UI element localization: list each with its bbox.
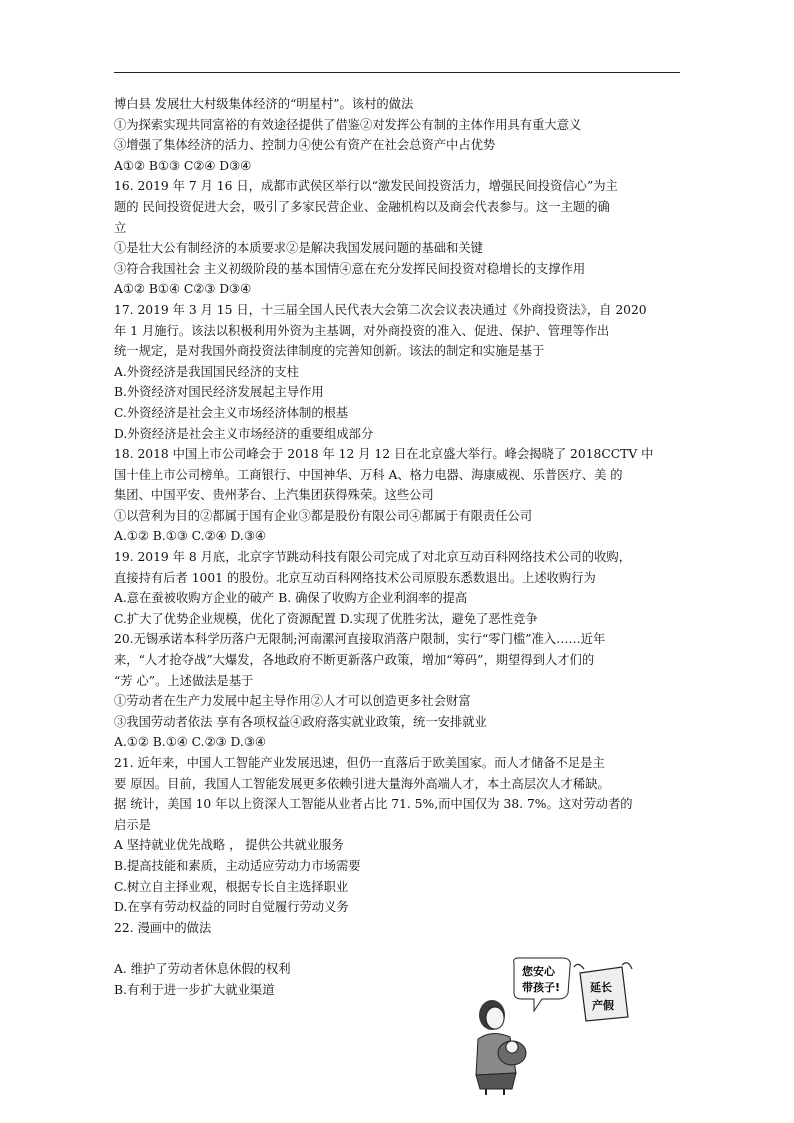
text-line: 国十佳上市公司榜单。工商银行、中国神华、万科 A、格力电器、海康威视、乐普医疗、美 的 (114, 467, 623, 482)
text-line: “芳 心”。上述做法是基于 (114, 673, 254, 688)
sign-board (574, 963, 632, 1021)
option-b: B.外资经济对国民经济发展起主导作用 (114, 385, 324, 400)
text-line: ③增强了集体经济的活力、控制力④使公有资产在社会总资产中占优势 (114, 138, 496, 153)
text-line: 直接持有后者 1001 的股份。北京互动百科网络技术公司原股东悉数退出。上述收购行为 (114, 570, 596, 585)
answer-options: A.①② B.①③ C.②④ D.③④ (114, 529, 266, 544)
baby-bundle (498, 1041, 526, 1065)
answer-options: A①② B①④ C②③ D③④ (114, 282, 252, 297)
option-a: A.外资经济是我国国民经济的支柱 (114, 364, 299, 379)
text-line: ①劳动者在生产力发展中起主导作用②人才可以创造更多社会财富 (114, 694, 471, 709)
bubble-line-1: 您安心 (522, 965, 555, 978)
question-16: 16. 2019 年 7 月 16 日，成都市武侯区举行以“激发民间投资活力，增强民间投资信心”为主 (114, 179, 618, 194)
question-19: 19. 2019 年 8 月底，北京字节跳动科技有限公司完成了对北京互动百科网络技术公司的收购， (114, 550, 631, 565)
bubble-line-2: 带孩子! (522, 981, 561, 994)
option-c: C.树立自主择业观，根据专长自主选择职业 (114, 879, 349, 894)
option-a-b: A.意在蚕被收购方企业的破产 B. 确保了收购方企业利润率的提高 (114, 591, 468, 606)
text-line: ①以营利为目的②都属于国有企业③都是股份有限公司④都属于有限责任公司 (114, 508, 533, 523)
question-18: 18. 2018 中国上市公司峰会于 2018 年 12 月 12 日在北京盛大举行。峰会揭晓了 2018CCTV 中 (114, 447, 654, 462)
text-line: ①是壮大公有制经济的本质要求②是解决我国发展问题的基础和关键 (114, 241, 483, 256)
text-line: 立 (114, 220, 127, 235)
option-a: A. 维护了劳动者休息休假的权利 (114, 961, 291, 976)
text-line: 启示是 (114, 817, 151, 832)
header-rule (114, 72, 680, 73)
option-b: B.提高技能和素质，主动适应劳动力市场需要 (114, 858, 361, 873)
question-17: 17. 2019 年 3 月 15 日，十三届全国人民代表大会第二次会议表决通过《外商投资法》，自 2020 (114, 302, 647, 317)
cartoon-illustration (462, 955, 662, 1095)
option-d: D.外资经济是社会主义市场经济的重要组成部分 (114, 426, 374, 441)
text-line: 题的 民间投资促进大会，吸引了多家民营企业、金融机构以及商会代表参与。这一主题的确 (114, 199, 610, 214)
text-line: 统一规定，是对我国外商投资法律制度的完善知创新。该法的制定和实施是基于 (114, 344, 545, 359)
text-line: 集团、中国平安、贵州茅台、上汽集团获得殊荣。这些公司 (114, 488, 434, 503)
speech-bubble (514, 958, 571, 1011)
sign-line-2: 产假 (592, 999, 614, 1012)
answer-options: A.①② B.①④ C.②③ D.③④ (114, 735, 266, 750)
option-a: A 坚持就业优先战略 ， 提供公共就业服务 (114, 838, 344, 853)
option-d: D.在享有劳动权益的同时自觉履行劳动义务 (114, 900, 349, 915)
question-21: 21. 近年来，中国人工智能产业发展迅速，但仍一直落后于欧美国家。而人才储备不足是主 (114, 756, 605, 770)
document-body (114, 94, 686, 1000)
text-line: ①为探索实现共同富裕的有效途径提供了借鉴②对发挥公有制的主体作用具有重大意义 (114, 117, 582, 132)
text-line: 要 原因。目前，我国人工智能发展更多依赖引进大量海外高端人才，本土高层次人才稀缺。 (114, 776, 610, 791)
text-line: 年 1 月施行。该法以积极利用外资为主基调，对外商投资的准入、促进、保护、管理等作出 (114, 323, 610, 338)
question-22: 22. 漫画中的做法 (114, 920, 212, 935)
option-b: B.有利于进一步扩大就业渠道 (114, 982, 275, 997)
answer-options: A①② B①③ C②④ D③④ (114, 158, 252, 173)
option-c-d: C.扩大了优势企业规模，优化了资源配置 D.实现了优胜劣汰，避免了恶性竞争 (114, 611, 538, 626)
text-line: 来，“人才抢夺战”大爆发，各地政府不断更新落户政策，增加“筹码”，期望得到人才们的 (114, 653, 595, 668)
option-c: C.外资经济是社会主义市场经济体制的根基 (114, 405, 349, 420)
text-line: 据 统计，美国 10 年以上资深人工智能从业者占比 71. 5%,而中国仅为 38. 7%。这对劳动者的 (114, 797, 633, 812)
text-line: ③符合我国社会 主义初级阶段的基本国情④意在充分发挥民间投资对稳增长的支撑作用 (114, 261, 586, 276)
text-line: ③我国劳动者依法 享有各项权益④政府落实就业政策，统一安排就业 (114, 714, 487, 729)
question-20: 20.无锡承诺本科学历落户无限制;河南漯河直接取消落户限制，实行“零门槛”准入……近年 (114, 632, 606, 647)
text-line: 博白县 发展壮大村级集体经济的“明星村”。该村的做法 (114, 97, 414, 111)
sign-line-1: 延长 (590, 981, 612, 994)
